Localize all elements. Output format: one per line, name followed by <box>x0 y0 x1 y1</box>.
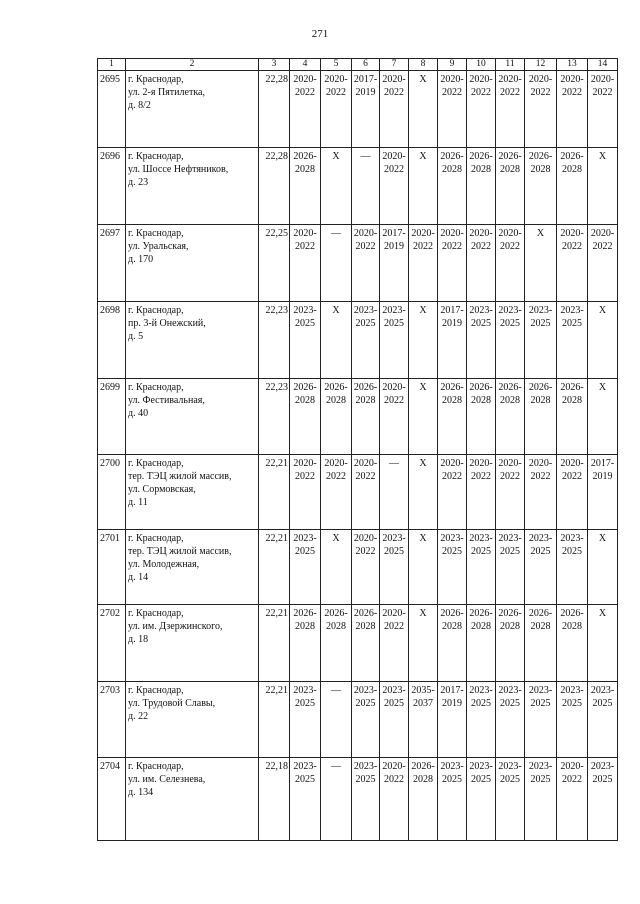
period-cell: X <box>588 605 618 682</box>
period-cell: 2023- 2025 <box>588 682 618 758</box>
period-cell: 2023- 2025 <box>496 758 525 841</box>
value-cell: 22,21 <box>259 455 290 530</box>
value-cell: 22,21 <box>259 682 290 758</box>
period-cell: 2017- 2019 <box>438 682 467 758</box>
period-cell: 2020- 2022 <box>438 455 467 530</box>
period-cell: 2020- 2022 <box>557 455 588 530</box>
period-cell: 2023- 2025 <box>352 682 380 758</box>
column-header: 4 <box>290 59 321 71</box>
period-cell: 2020- 2022 <box>290 455 321 530</box>
period-cell: X <box>409 148 438 225</box>
period-cell: 2026- 2028 <box>557 379 588 455</box>
column-header: 2 <box>126 59 259 71</box>
period-cell: 2020- 2022 <box>321 455 352 530</box>
period-cell: X <box>588 148 618 225</box>
address-line: г. Краснодар, <box>128 761 184 772</box>
value-cell: 22,21 <box>259 530 290 605</box>
address-line: ул. им. Дзержинского, <box>128 621 223 632</box>
period-cell: 2026- 2028 <box>496 148 525 225</box>
address-line: г. Краснодар, <box>128 151 184 162</box>
address-line: г. Краснодар, <box>128 74 184 85</box>
period-cell: 2026- 2028 <box>496 379 525 455</box>
period-cell: 2020- 2022 <box>496 225 525 302</box>
address-cell <box>126 682 259 758</box>
period-cell: 2023- 2025 <box>438 530 467 605</box>
table-row <box>98 379 618 455</box>
period-cell: 2026- 2028 <box>352 605 380 682</box>
period-cell: 2026- 2028 <box>290 148 321 225</box>
period-cell: 2026- 2028 <box>525 605 557 682</box>
period-cell: 2026- 2028 <box>352 379 380 455</box>
period-cell: 2020- 2022 <box>321 71 352 148</box>
address-line: д. 22 <box>128 711 149 722</box>
period-cell: 2020- 2022 <box>588 71 618 148</box>
table-row <box>98 302 618 379</box>
period-cell: 2026- 2028 <box>438 148 467 225</box>
table-row <box>98 758 618 841</box>
period-cell: 2026- 2028 <box>525 148 557 225</box>
address-line: д. 40 <box>128 408 149 419</box>
address-cell <box>126 379 259 455</box>
address-line: д. 8/2 <box>128 100 151 111</box>
address-line: г. Краснодар, <box>128 685 184 696</box>
period-cell: 2020- 2022 <box>380 605 409 682</box>
period-cell: 2017- 2019 <box>588 455 618 530</box>
address-line: г. Краснодар, <box>128 608 184 619</box>
table-row <box>98 148 618 225</box>
period-cell: 2020- 2022 <box>352 225 380 302</box>
period-cell: 2023- 2025 <box>496 302 525 379</box>
period-cell: X <box>588 379 618 455</box>
period-cell: 2020- 2022 <box>557 225 588 302</box>
period-cell: — <box>321 682 352 758</box>
table-header <box>98 59 618 71</box>
period-cell: — <box>321 758 352 841</box>
row-number: 2700 <box>98 455 126 530</box>
table-body <box>98 71 618 841</box>
period-cell: 2023- 2025 <box>290 682 321 758</box>
period-cell: 2020- 2022 <box>557 71 588 148</box>
period-cell: X <box>409 455 438 530</box>
period-cell: 2020- 2022 <box>438 225 467 302</box>
period-cell: X <box>409 530 438 605</box>
period-cell: 2020- 2022 <box>352 530 380 605</box>
address-line: д. 18 <box>128 634 149 645</box>
period-cell: 2023- 2025 <box>467 758 496 841</box>
period-cell: 2023- 2025 <box>380 530 409 605</box>
period-cell: 2020- 2022 <box>467 225 496 302</box>
period-cell: 2020- 2022 <box>467 71 496 148</box>
period-cell: 2023- 2025 <box>352 758 380 841</box>
row-number: 2702 <box>98 605 126 682</box>
period-cell: 2020- 2022 <box>496 455 525 530</box>
address-line: тер. ТЭЦ жилой массив, <box>128 546 232 557</box>
period-cell: X <box>525 225 557 302</box>
value-cell: 22,18 <box>259 758 290 841</box>
data-table <box>97 58 618 841</box>
address-line: ул. Фестивальная, <box>128 395 205 406</box>
period-cell: 2026- 2028 <box>438 379 467 455</box>
address-line: ул. им. Селезнева, <box>128 774 206 785</box>
period-cell: 2023- 2025 <box>438 758 467 841</box>
period-cell: 2017- 2019 <box>380 225 409 302</box>
period-cell: — <box>380 455 409 530</box>
address-cell <box>126 71 259 148</box>
column-header: 5 <box>321 59 352 71</box>
column-header: 11 <box>496 59 525 71</box>
value-cell: 22,23 <box>259 379 290 455</box>
row-number: 2703 <box>98 682 126 758</box>
address-line: г. Краснодар, <box>128 305 184 316</box>
period-cell: 2026- 2028 <box>438 605 467 682</box>
table-row <box>98 225 618 302</box>
period-cell: X <box>588 302 618 379</box>
value-cell: 22,21 <box>259 605 290 682</box>
period-cell: — <box>352 148 380 225</box>
column-header: 6 <box>352 59 380 71</box>
period-cell: 2026- 2028 <box>467 605 496 682</box>
period-cell: 2020- 2022 <box>496 71 525 148</box>
period-cell: 2023- 2025 <box>525 302 557 379</box>
period-cell: 2023- 2025 <box>380 302 409 379</box>
period-cell: 2020- 2022 <box>380 148 409 225</box>
table-row <box>98 455 618 530</box>
period-cell: 2023- 2025 <box>496 682 525 758</box>
address-line: пр. 3-й Онежский, <box>128 318 206 329</box>
period-cell: — <box>321 225 352 302</box>
address-line: ул. Шоссе Нефтяников, <box>128 164 229 175</box>
address-line: г. Краснодар, <box>128 533 184 544</box>
period-cell: 2023- 2025 <box>290 530 321 605</box>
period-cell: 2023- 2025 <box>557 302 588 379</box>
period-cell: 2023- 2025 <box>380 682 409 758</box>
period-cell: 2017- 2019 <box>352 71 380 148</box>
period-cell: X <box>321 148 352 225</box>
address-cell <box>126 148 259 225</box>
period-cell: 2023- 2025 <box>467 682 496 758</box>
address-line: д. 14 <box>128 572 149 583</box>
period-cell: X <box>409 71 438 148</box>
address-line: тер. ТЭЦ жилой массив, <box>128 471 232 482</box>
period-cell: 2020- 2022 <box>467 455 496 530</box>
period-cell: 2023- 2025 <box>525 758 557 841</box>
period-cell: 2026- 2028 <box>321 379 352 455</box>
period-cell: 2023- 2025 <box>557 530 588 605</box>
address-line: ул. Трудовой Славы, <box>128 698 216 709</box>
period-cell: 2026- 2028 <box>525 379 557 455</box>
column-header: 1 <box>98 59 126 71</box>
column-header: 14 <box>588 59 618 71</box>
column-header: 9 <box>438 59 467 71</box>
address-cell <box>126 530 259 605</box>
period-cell: X <box>588 530 618 605</box>
address-cell <box>126 605 259 682</box>
table-row <box>98 71 618 148</box>
period-cell: 2026- 2028 <box>321 605 352 682</box>
period-cell: 2026- 2028 <box>290 379 321 455</box>
period-cell: 2023- 2025 <box>588 758 618 841</box>
row-number: 2701 <box>98 530 126 605</box>
column-header: 7 <box>380 59 409 71</box>
period-cell: 2023- 2025 <box>290 758 321 841</box>
period-cell: 2020- 2022 <box>290 225 321 302</box>
row-number: 2696 <box>98 148 126 225</box>
page-number: 271 <box>311 28 329 40</box>
row-number: 2698 <box>98 302 126 379</box>
table-row <box>98 682 618 758</box>
period-cell: 2020- 2022 <box>557 758 588 841</box>
address-line: г. Краснодар, <box>128 458 184 469</box>
period-cell: 2023- 2025 <box>496 530 525 605</box>
period-cell: 2026- 2028 <box>496 605 525 682</box>
row-number: 2697 <box>98 225 126 302</box>
column-header: 13 <box>557 59 588 71</box>
period-cell: 2026- 2028 <box>467 379 496 455</box>
period-cell: X <box>321 302 352 379</box>
address-line: ул. 2-я Пятилетка, <box>128 87 205 98</box>
period-cell: 2020- 2022 <box>380 71 409 148</box>
period-cell: 2020- 2022 <box>380 758 409 841</box>
value-cell: 22,28 <box>259 148 290 225</box>
address-line: д. 134 <box>128 787 154 798</box>
period-cell: 2020- 2022 <box>380 379 409 455</box>
period-cell: 2026- 2028 <box>409 758 438 841</box>
period-cell: 2020- 2022 <box>588 225 618 302</box>
address-line: д. 23 <box>128 177 149 188</box>
period-cell: 2023- 2025 <box>290 302 321 379</box>
period-cell: X <box>409 605 438 682</box>
address-line: г. Краснодар, <box>128 382 184 393</box>
period-cell: 2023- 2025 <box>525 530 557 605</box>
column-header: 12 <box>525 59 557 71</box>
value-cell: 22,28 <box>259 71 290 148</box>
period-cell: 2020- 2022 <box>438 71 467 148</box>
period-cell: 2020- 2022 <box>290 71 321 148</box>
address-line: ул. Сормовская, <box>128 484 196 495</box>
address-line: ул. Молодежная, <box>128 559 200 570</box>
address-line: д. 5 <box>128 331 144 342</box>
period-cell: 2023- 2025 <box>467 530 496 605</box>
period-cell: 2035- 2037 <box>409 682 438 758</box>
row-number: 2699 <box>98 379 126 455</box>
period-cell: 2017- 2019 <box>438 302 467 379</box>
period-cell: 2026- 2028 <box>290 605 321 682</box>
period-cell: 2026- 2028 <box>557 148 588 225</box>
value-cell: 22,25 <box>259 225 290 302</box>
period-cell: 2020- 2022 <box>409 225 438 302</box>
period-cell: 2020- 2022 <box>352 455 380 530</box>
column-header: 10 <box>467 59 496 71</box>
period-cell: 2023- 2025 <box>352 302 380 379</box>
address-cell <box>126 225 259 302</box>
period-cell: 2023- 2025 <box>467 302 496 379</box>
value-cell: 22,23 <box>259 302 290 379</box>
period-cell: 2020- 2022 <box>525 71 557 148</box>
column-header: 8 <box>409 59 438 71</box>
address-cell <box>126 758 259 841</box>
period-cell: X <box>321 530 352 605</box>
period-cell: 2026- 2028 <box>557 605 588 682</box>
row-number: 2695 <box>98 71 126 148</box>
address-line: ул. Уральская, <box>128 241 189 252</box>
address-line: д. 11 <box>128 497 148 508</box>
column-header: 3 <box>259 59 290 71</box>
row-number: 2704 <box>98 758 126 841</box>
table-row <box>98 605 618 682</box>
address-cell <box>126 455 259 530</box>
period-cell: X <box>409 302 438 379</box>
address-line: г. Краснодар, <box>128 228 184 239</box>
period-cell: 2023- 2025 <box>525 682 557 758</box>
table-row <box>98 530 618 605</box>
period-cell: X <box>409 379 438 455</box>
address-cell <box>126 302 259 379</box>
period-cell: 2026- 2028 <box>467 148 496 225</box>
period-cell: 2020- 2022 <box>525 455 557 530</box>
period-cell: 2023- 2025 <box>557 682 588 758</box>
address-line: д. 170 <box>128 254 154 265</box>
